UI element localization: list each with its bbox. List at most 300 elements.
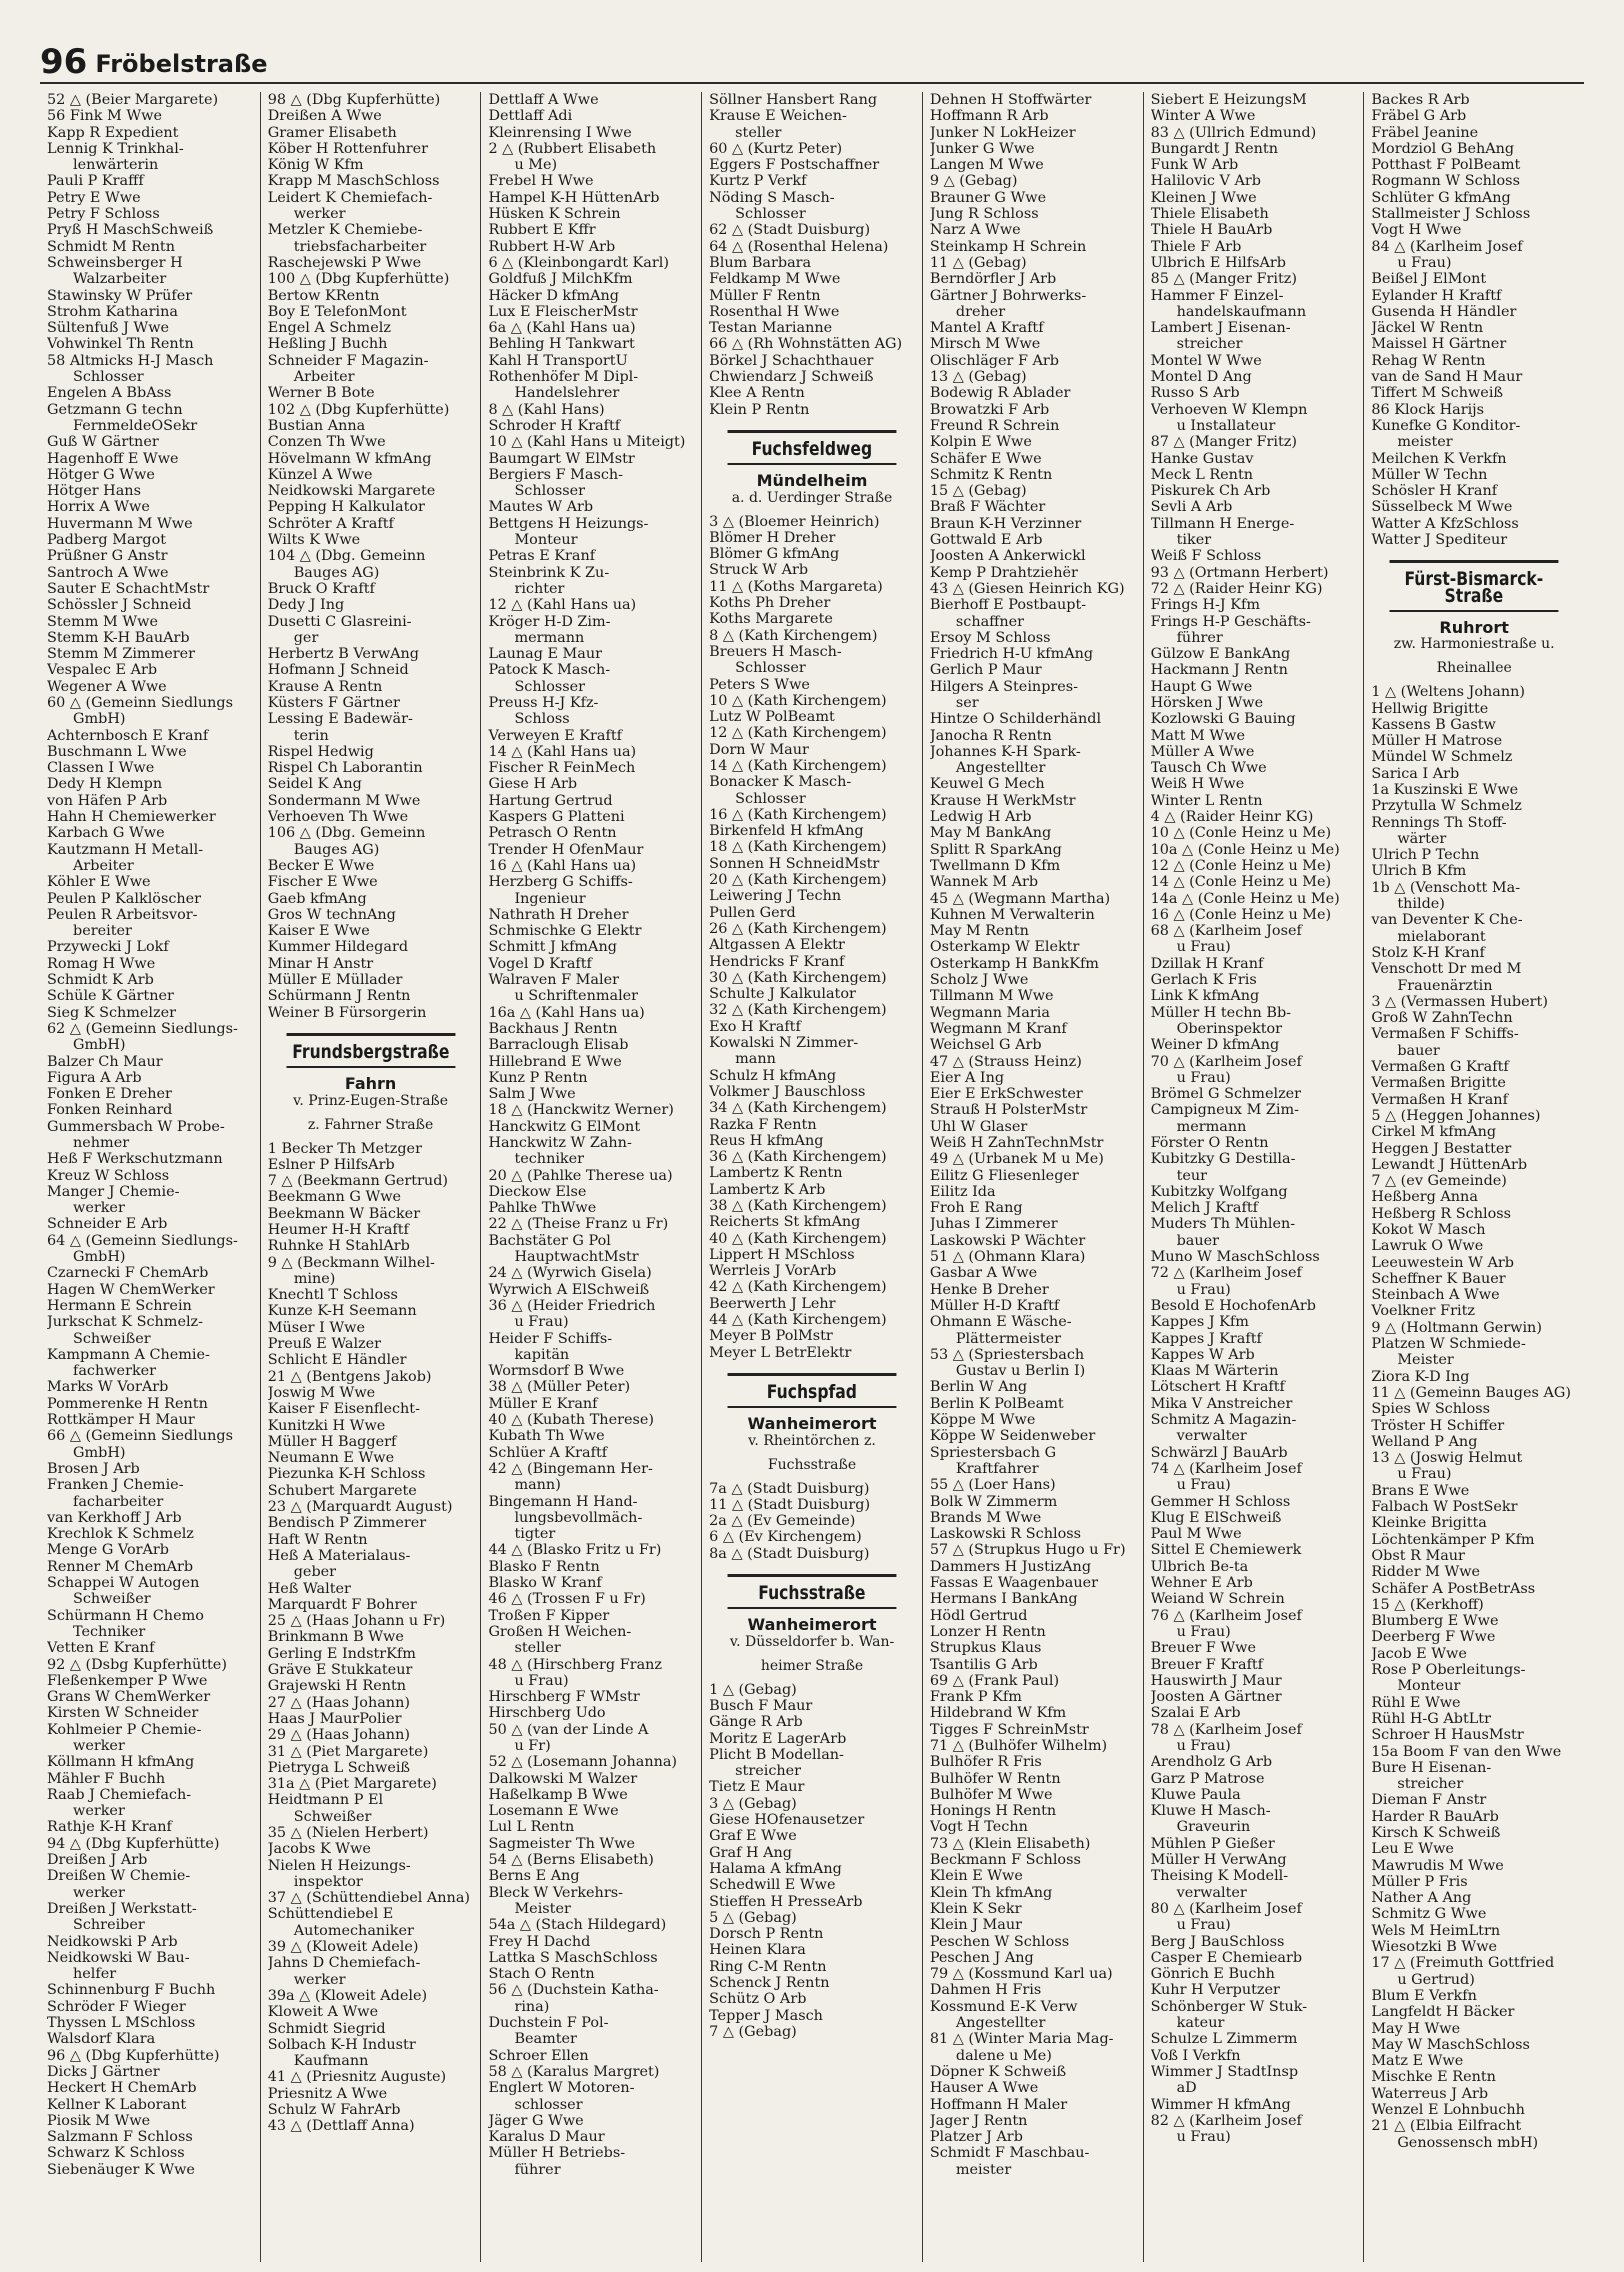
resident-entry: Schmitz G Wwe: [1371, 1906, 1487, 1923]
entry-continuation: steller: [735, 124, 782, 141]
house-entry: 43 △ (Dettlaff Anna): [267, 2118, 415, 2135]
resident-entry: Werrleis J VorArb: [709, 1263, 837, 1280]
entry-continuation: wärter: [1397, 830, 1447, 847]
resident-entry: Gasbar A Wwe: [929, 1265, 1038, 1282]
resident-entry: Sondermann M Wwe: [267, 792, 421, 809]
entry-continuation: Schlosser: [514, 678, 586, 695]
directory-columns: [40, 92, 1584, 2262]
entry-continuation: u Frau): [1176, 1623, 1231, 1640]
resident-entry: Waterreus J Arb: [1371, 2085, 1489, 2102]
entry-continuation: ser: [955, 694, 979, 711]
resident-entry: Schappei W Autogen: [47, 1575, 200, 1592]
resident-entry: Stawinsky W Prüfer: [47, 287, 193, 304]
house-entry: 52 △ (Beier Margarete): [47, 92, 219, 108]
resident-entry: Klee A Rentn: [709, 385, 805, 402]
resident-entry: Steinbrink K Zu-: [488, 564, 610, 581]
resident-entry: May W MaschSchloss: [1371, 2036, 1530, 2053]
resident-entry: Kossmund E-K Verw: [929, 1998, 1078, 2015]
resident-entry: Frank P Kfm: [929, 1689, 1022, 1706]
resident-entry: Meck L Rentn: [1150, 466, 1254, 483]
resident-entry: Goldfuß J MilchKfm: [488, 271, 633, 288]
resident-entry: Ulrich P Techn: [1371, 847, 1480, 864]
resident-entry: Getzmann G techn: [47, 401, 183, 418]
resident-entry: Hövelmann W kfmAng: [267, 450, 432, 467]
house-entry: 64 △ (Gemeinn Siedlungs-: [47, 1232, 238, 1249]
house-entry: 38 △ (Kath Kirchengem): [709, 1198, 887, 1214]
resident-entry: Grajewski H Rentn: [267, 1678, 407, 1695]
resident-entry: Groß W ZahnTechn: [1371, 1010, 1513, 1027]
entry-continuation: Automechaniker: [293, 1922, 414, 1939]
resident-entry: Rathje K-H Kranf: [47, 1819, 172, 1836]
resident-entry: Herbertz B VerwAng: [267, 646, 420, 663]
resident-entry: Hirschberg F WMstr: [488, 1689, 640, 1706]
house-entry: 11 △ (Gebag): [929, 254, 1027, 271]
resident-entry: Häcker D kfmAng: [488, 287, 619, 304]
house-entry: 50 △ (van der Linde A: [488, 1721, 649, 1738]
resident-entry: Küsters F Gärtner: [267, 694, 400, 711]
resident-entry: Graf E Wwe: [709, 1828, 797, 1845]
resident-entry: Tausch Ch Wwe: [1150, 760, 1267, 777]
house-entry: 1 △ (Gebag): [709, 1681, 797, 1698]
resident-entry: Link K kfmAng: [1150, 988, 1260, 1005]
resident-entry: Neidkowski P Arb: [47, 1933, 178, 1950]
resident-entry: Lonzer H Rentn: [929, 1623, 1046, 1640]
resident-entry: Hirschberg Udo: [488, 1705, 606, 1722]
resident-entry: Hellwig Brigitte: [1371, 700, 1489, 717]
house-entry: 16 △ (Kahl Hans ua): [488, 857, 637, 874]
house-entry: 60 △ (Kurtz Peter): [709, 140, 843, 157]
resident-entry: Schedwill E Wwe: [709, 1877, 836, 1894]
resident-entry: Arendholz G Arb: [1150, 1754, 1273, 1771]
resident-entry: Hoffmann R Arb: [929, 108, 1049, 125]
entry-continuation: Kaufmann: [293, 2053, 369, 2070]
resident-entry: Spriestersbach G: [929, 1444, 1057, 1461]
house-entry: 74 △ (Karlheim Josef: [1150, 1460, 1302, 1477]
resident-entry: Behling H Tankwart: [488, 336, 635, 353]
resident-entry: Laskowski R Schloss: [929, 1526, 1082, 1543]
resident-entry: Schlicht E Händler: [267, 1352, 407, 1369]
page-header: [40, 38, 1584, 84]
resident-entry: May M Rentn: [929, 923, 1029, 940]
resident-entry: Dedy H Klempn: [47, 776, 163, 793]
entry-continuation: helfer: [73, 1966, 117, 1983]
resident-entry: Johannes K-H Spark-: [929, 743, 1081, 760]
resident-entry: Kreuz W Schloss: [47, 1167, 170, 1184]
resident-entry: Kemp P Drahtziehër: [929, 564, 1078, 581]
resident-entry: Söllner Hansbert Rang: [709, 92, 878, 108]
entry-continuation: Schlosser: [73, 369, 144, 386]
resident-entry: Dettlaff Adi: [488, 108, 573, 125]
resident-entry: Petry F Schloss: [47, 206, 160, 223]
resident-entry: Buschmann L Wwe: [47, 743, 187, 760]
resident-entry: Kolpin E Wwe: [929, 434, 1032, 451]
resident-entry: Backes R Arb: [1371, 92, 1470, 108]
house-entry: 69 △ (Frank Paul): [929, 1672, 1060, 1689]
resident-entry: Kummer Hildegard: [267, 939, 409, 956]
house-entry: 55 △ (Loer Hans): [929, 1477, 1056, 1494]
house-entry: 40 △ (Kath Kirchengem): [709, 1230, 887, 1247]
house-entry: 73 △ (Klein Elisabeth): [929, 1835, 1091, 1852]
entry-continuation: Meister: [1397, 1352, 1454, 1369]
house-entry: 71 △ (Bulhöfer Wilhelm): [929, 1737, 1108, 1754]
resident-entry: Schweinsberger H: [47, 254, 183, 271]
resident-entry: Blasko F Rentn: [488, 1558, 600, 1575]
resident-entry: Weiner D kfmAng: [1150, 1037, 1280, 1054]
resident-entry: Kuhnen M Verwalterin: [929, 906, 1095, 923]
house-entry: 37 △ (Schüttendiebel Anna): [267, 1890, 471, 1907]
entry-continuation: u Frau): [1176, 1069, 1231, 1086]
resident-entry: Dreißen J Werkstatt-: [47, 1900, 197, 1917]
resident-entry: Mischke E Rentn: [1371, 2069, 1496, 2086]
resident-entry: Lewandt J HüttenArb: [1371, 1156, 1528, 1173]
resident-entry: Beekmann W Bäcker: [267, 1205, 421, 1222]
house-entry: 8a △ (Stadt Duisburg): [709, 1545, 870, 1562]
resident-entry: Peters S Wwe: [709, 676, 810, 693]
house-entry: 43 △ (Giesen Heinrich KG): [929, 580, 1125, 597]
street-range: z. Fahrner Straße: [307, 1116, 434, 1133]
house-entry: 14 △ (Kath Kirchengem): [709, 757, 887, 774]
street-heading: Fürst-Bismarck-Straße: [1390, 560, 1559, 612]
resident-entry: Dieckow Else: [488, 1183, 587, 1200]
entry-continuation: dalene u Me): [955, 2047, 1052, 2064]
resident-entry: Horrix A Wwe: [47, 499, 150, 516]
resident-entry: Bingemann H Hand-: [488, 1493, 638, 1510]
page-number: 96: [40, 42, 88, 82]
resident-entry: Englert W Motoren-: [488, 2080, 635, 2097]
resident-entry: Frey H Dachd: [488, 1933, 591, 1950]
resident-entry: Duchstein F Pol-: [488, 2015, 609, 2032]
resident-entry: Stach O Rentn: [488, 1966, 595, 1983]
resident-entry: Vermaßen H Kranf: [1371, 1091, 1508, 1108]
house-entry: 7 △ (ev Gemeinde): [1371, 1173, 1507, 1190]
resident-entry: Schössler J Schneid: [47, 597, 192, 614]
house-entry: 1a Kuszinski E Wwe: [1371, 781, 1519, 798]
entry-continuation: tiker: [1176, 532, 1212, 549]
resident-entry: Bolk W Zimmerm: [929, 1493, 1058, 1510]
house-entry: 31a △ (Piet Margarete): [267, 1776, 437, 1793]
resident-entry: Deerberg F Wwe: [1371, 1629, 1496, 1646]
resident-entry: Moritz E LagerArb: [709, 1730, 847, 1747]
house-entry: 56 △ (Duchstein Katha-: [488, 1982, 659, 1999]
resident-entry: Leu E Wwe: [1371, 1841, 1454, 1858]
resident-entry: Peulen P Kalklöscher: [47, 890, 202, 907]
directory-column-5: [923, 92, 1144, 2262]
resident-entry: Dahmen H Fris: [929, 1982, 1042, 1999]
entry-continuation: Graveurin: [1176, 1819, 1251, 1836]
resident-entry: Großen H Weichen-: [488, 1623, 632, 1640]
resident-entry: Blömer G kfmAng: [709, 546, 840, 563]
entry-continuation: schlosser: [514, 2096, 583, 2113]
house-entry: 82 △ (Karlheim Josef: [1150, 2112, 1302, 2129]
entry-continuation: bauer: [1176, 1232, 1220, 1249]
resident-entry: Struck W Arb: [709, 562, 809, 579]
resident-entry: Pepping H Kalkulator: [267, 499, 425, 516]
resident-entry: Hermann E Schrein: [47, 1297, 192, 1314]
resident-entry: Schmitz A Magazin-: [1150, 1412, 1297, 1429]
resident-entry: Pietryga L Schweiß: [267, 1759, 411, 1776]
street-heading: Fuchspfad: [728, 1373, 897, 1408]
house-entry: 83 △ (Ullrich Edmund): [1150, 124, 1317, 141]
resident-entry: Bachstäter G Pol: [488, 1232, 611, 1249]
house-entry: 102 △ (Dbg Kupferhütte): [267, 401, 450, 418]
resident-entry: Fassas E Waagenbauer: [929, 1575, 1099, 1592]
resident-entry: Hofmann J Schneid: [267, 662, 409, 679]
resident-entry: Fleßenkemper P Wwe: [47, 1672, 208, 1689]
entry-continuation: mermann: [514, 629, 585, 646]
resident-entry: Leidert K Chemiefach-: [267, 189, 433, 206]
resident-entry: Montel W Wwe: [1150, 352, 1262, 369]
resident-entry: Brinkmann B Wwe: [267, 1629, 404, 1646]
house-entry: 13 △ (Gebag): [929, 369, 1027, 386]
resident-entry: Börkel J Schachthauer: [709, 352, 874, 369]
resident-entry: Wilts K Wwe: [267, 532, 361, 549]
house-entry: 14a △ (Conle Heinz u Me): [1150, 890, 1340, 907]
resident-entry: Langfeldt H Bäcker: [1371, 2004, 1515, 2021]
house-entry: 48 △ (Hirschberg Franz: [488, 1656, 663, 1673]
entry-continuation: rina): [514, 1998, 550, 2015]
resident-entry: Steinkamp H Schrein: [929, 238, 1087, 255]
resident-entry: Sevli A Arb: [1150, 499, 1233, 516]
resident-entry: Pryß H MaschSchweiß: [47, 222, 214, 239]
street-range: Fuchsstraße: [767, 1456, 857, 1473]
resident-entry: Blum Barbara: [709, 254, 812, 271]
resident-entry: van Deventer K Che-: [1371, 912, 1523, 929]
resident-entry: Hermans I BankAng: [929, 1591, 1078, 1608]
resident-entry: Raab J Chemiefach-: [47, 1786, 192, 1803]
resident-entry: Brauner G Wwe: [929, 189, 1047, 206]
resident-entry: Krechlok K Schmelz: [47, 1526, 194, 1543]
house-entry: 58 △ (Karalus Margret): [488, 2063, 660, 2080]
house-entry: 14 △ (Kahl Hans ua): [488, 743, 637, 760]
entry-continuation: Beamter: [514, 2031, 577, 2048]
resident-entry: Jager J Rentn: [929, 2112, 1028, 2129]
resident-entry: Wimmer H kfmAng: [1150, 2096, 1291, 2113]
resident-entry: Blum E Verkfn: [1371, 1987, 1477, 2004]
house-entry: 23 △ (Marquardt August): [267, 1499, 453, 1516]
entry-continuation: mielaborant: [1397, 928, 1486, 945]
resident-entry: Kowalski N Zimmer-: [709, 1035, 859, 1052]
resident-entry: Stallmeister J Schloss: [1371, 206, 1531, 223]
resident-entry: Schmidt Siegrid: [267, 2020, 386, 2037]
entry-continuation: streicher: [1176, 336, 1243, 353]
resident-entry: Schroder H Kraftf: [488, 417, 621, 434]
entry-continuation: thilde): [1397, 896, 1445, 913]
resident-entry: Gönrich E Buchh: [1150, 1966, 1275, 1983]
resident-entry: Garz P Matrose: [1150, 1770, 1265, 1787]
house-entry: 66 △ (Gemeinn Siedlungs: [47, 1428, 233, 1445]
resident-entry: Gerlach K Fris: [1150, 972, 1257, 989]
entry-continuation: u Frau): [1176, 939, 1231, 956]
entry-continuation: u Gertrud): [1397, 1971, 1475, 1988]
house-entry: 1b △ (Venschott Ma-: [1371, 879, 1521, 896]
resident-entry: Schneider F Magazin-: [267, 352, 429, 369]
entry-continuation: kapitän: [514, 1346, 570, 1363]
house-entry: 70 △ (Karlheim Josef: [1150, 1053, 1302, 1070]
resident-entry: Berns E Ang: [488, 1868, 580, 1885]
resident-entry: Schütz O Arb: [709, 1991, 807, 2008]
resident-entry: Beekmann G Wwe: [267, 1189, 402, 1206]
resident-entry: Bleck W Verkehrs-: [488, 1884, 623, 1901]
resident-entry: Vohwinkel Th Rentn: [47, 336, 194, 353]
resident-entry: Tiffert M Schweiß: [1371, 385, 1504, 402]
house-entry: 54 △ (Berns Elisabeth): [488, 1852, 654, 1869]
entry-continuation: Walzarbeiter: [73, 271, 167, 288]
house-entry: 14 △ (Conle Heinz u Me): [1150, 874, 1332, 891]
resident-entry: Peschen W Schloss: [929, 1933, 1070, 1950]
resident-entry: Lul L Rentn: [488, 1819, 575, 1836]
resident-entry: Brands M Wwe: [929, 1509, 1042, 1526]
resident-entry: Krause A Rentn: [267, 678, 383, 695]
entry-continuation: Arbeiter: [293, 369, 355, 386]
resident-entry: Nielen H Heizungs-: [267, 1857, 411, 1874]
resident-entry: Krapp M MaschSchloss: [267, 173, 440, 190]
resident-entry: Figura A Arb: [47, 1069, 142, 1086]
resident-entry: Scholz J Wwe: [929, 972, 1029, 989]
resident-entry: Welland P Ang: [1371, 1433, 1478, 1450]
resident-entry: Herzberg G Schiffs-: [488, 874, 633, 891]
resident-entry: Schenck J Rentn: [709, 1974, 830, 1991]
resident-entry: Kapp R Expedient: [47, 124, 179, 141]
resident-entry: Falbach W PostSekr: [1371, 1499, 1518, 1516]
resident-entry: Eggers F Postschaffner: [709, 157, 880, 174]
resident-entry: Kassens B Gastw: [1371, 716, 1496, 733]
resident-entry: Kozlowski G Bauing: [1150, 711, 1296, 728]
entry-continuation: u Frau): [514, 1314, 569, 1331]
resident-entry: Grans W ChemWerker: [47, 1689, 211, 1706]
resident-entry: Exo H Kraftf: [709, 1018, 801, 1035]
resident-entry: Friedrich H-U kfmAng: [929, 646, 1094, 663]
house-entry: 7 △ (Gebag): [709, 2023, 797, 2040]
house-entry: 9 △ (Beckmann Wilhel-: [267, 1254, 435, 1271]
resident-entry: Manger J Chemie-: [47, 1183, 180, 1200]
house-entry: 34 △ (Kath Kirchengem): [709, 1100, 887, 1117]
entry-continuation: streicher: [735, 1763, 802, 1780]
resident-entry: Engel A Schmelz: [267, 320, 391, 337]
resident-entry: Neidkowski W Bau-: [47, 1949, 190, 1966]
resident-entry: Heckert H ChemArb: [47, 2080, 197, 2097]
resident-entry: Bergiers F Masch-: [488, 466, 624, 483]
resident-entry: Rennings Th Stoff-: [1371, 814, 1507, 831]
resident-entry: Thyssen L MSchloss: [47, 2015, 196, 2032]
entry-continuation: Frauenärztin: [1397, 977, 1493, 994]
resident-entry: Gärtner J Bohrwerks-: [929, 287, 1087, 304]
resident-entry: Platzen W Schmiede-: [1371, 1336, 1526, 1353]
resident-entry: Trender H OfenMaur: [488, 841, 644, 858]
resident-entry: Tietz E Maur: [709, 1779, 805, 1796]
entry-continuation: mann): [514, 1477, 561, 1494]
resident-entry: Gummersbach W Probe-: [47, 1118, 225, 1135]
resident-entry: Petras E Kranf: [488, 548, 596, 565]
house-entry: 32 △ (Kath Kirchengem): [709, 1002, 887, 1019]
resident-entry: Renner M ChemArb: [47, 1558, 194, 1575]
resident-entry: Müller H VerwAng: [1150, 1852, 1287, 1869]
house-entry: 42 △ (Kath Kirchengem): [709, 1279, 887, 1296]
resident-entry: Ohmann E Wäsche-: [929, 1314, 1072, 1331]
house-entry: 8 △ (Kath Kirchengem): [709, 627, 878, 644]
district-name: Wanheimerort: [747, 1615, 877, 1635]
resident-entry: Schlüer A Kraftf: [488, 1444, 608, 1461]
resident-entry: Klug E ElSchweiß: [1150, 1509, 1282, 1526]
house-entry: 72 △ (Karlheim Josef: [1150, 1265, 1302, 1282]
resident-entry: Becker E Wwe: [267, 857, 375, 874]
resident-entry: Wannek M Arb: [929, 874, 1039, 891]
resident-entry: Bertow KRentn: [267, 287, 380, 304]
resident-entry: Walsdorf Klara: [47, 2031, 156, 2048]
resident-entry: Müller W Techn: [1371, 466, 1488, 483]
resident-entry: Braun K-H Verzinner: [929, 515, 1082, 532]
resident-entry: Hillebrand E Wwe: [488, 1053, 622, 1070]
resident-entry: Ridder M Wwe: [1371, 1564, 1481, 1581]
resident-entry: Rosenthal H Wwe: [709, 303, 840, 320]
house-entry: 51 △ (Ohmann Klara): [929, 1249, 1086, 1266]
resident-entry: Leiwering J Techn: [709, 888, 842, 905]
resident-entry: Eslner P HilfsArb: [267, 1156, 395, 1173]
entry-continuation: u Frau): [514, 1672, 569, 1689]
resident-entry: Schmidt F Maschbau-: [929, 2145, 1090, 2162]
resident-entry: Verhoeven Th Wwe: [267, 809, 409, 826]
resident-entry: Vetten E Kranf: [47, 1640, 155, 1657]
resident-entry: Kappes J Kfm: [1150, 1314, 1249, 1331]
resident-entry: Wegener A Wwe: [47, 678, 167, 695]
entry-continuation: Bauges AG): [293, 564, 380, 581]
house-entry: 25 △ (Haas Johann u Fr): [267, 1613, 446, 1630]
resident-entry: Thiele Elisabeth: [1150, 206, 1269, 223]
house-entry: 66 △ (Rh Wohnstätten AG): [709, 336, 903, 353]
entry-continuation: Techniker: [73, 1623, 146, 1640]
resident-entry: Bure H Eisenan-: [1371, 1759, 1492, 1776]
resident-entry: Hauswirth J Maur: [1150, 1672, 1282, 1689]
resident-entry: Gülzow E BankAng: [1150, 646, 1291, 663]
resident-entry: Matt M Wwe: [1150, 727, 1245, 744]
resident-entry: Fräbel Jeanine: [1371, 124, 1479, 141]
resident-entry: May M BankAng: [929, 825, 1052, 842]
resident-entry: Verweyen E Kraftf: [488, 727, 622, 744]
resident-entry: Petry E Wwe: [47, 189, 141, 206]
resident-entry: Ulbrich Be-ta: [1150, 1558, 1249, 1575]
resident-entry: van de Sand H Maur: [1371, 369, 1523, 386]
resident-entry: Schinnenburg F Buchh: [47, 1982, 216, 1999]
house-entry: 62 △ (Gemeinn Siedlungs-: [47, 1020, 238, 1037]
resident-entry: Strohm Katharina: [47, 303, 178, 320]
house-entry: 15 △ (Kerkhoff): [1371, 1596, 1484, 1613]
entry-continuation: Gustav u Berlin I): [955, 1363, 1086, 1380]
house-entry: 8 △ (Kahl Hans): [488, 401, 605, 418]
entry-continuation: u Frau): [1397, 1466, 1452, 1483]
resident-entry: Joswig M Wwe: [267, 1384, 376, 1401]
resident-entry: Karbach G Wwe: [47, 825, 165, 842]
resident-entry: Kaiser E Wwe: [267, 923, 370, 940]
house-entry: 38 △ (Müller Peter): [488, 1379, 631, 1396]
resident-entry: Schroer H HausMstr: [1371, 1727, 1524, 1744]
resident-entry: Osterkamp H BankKfm: [929, 955, 1099, 972]
house-entry: 15a Boom F van den Wwe: [1371, 1743, 1562, 1760]
resident-entry: Bungardt J Rentn: [1150, 140, 1278, 157]
resident-entry: Seidel K Ang: [267, 776, 362, 793]
resident-entry: Fräbel G Arb: [1371, 108, 1467, 125]
entry-continuation: dreher: [955, 303, 1006, 320]
resident-entry: König W Kfm: [267, 157, 364, 174]
resident-entry: Tillmann H Energe-: [1150, 515, 1295, 532]
resident-entry: Czarnecki F ChemArb: [47, 1265, 209, 1282]
resident-entry: Priesnitz A Wwe: [267, 2085, 388, 2102]
resident-entry: Bruck O Kraftf: [267, 580, 375, 597]
resident-entry: Halilovic V Arb: [1150, 173, 1262, 190]
entry-continuation: Oberinspektor: [1176, 1020, 1283, 1037]
resident-entry: Splitt R SparkAng: [929, 841, 1062, 858]
entry-continuation: GmbH): [73, 711, 126, 728]
resident-entry: Süsselbeck M Wwe: [1371, 499, 1513, 516]
resident-entry: Kaspers G Platteni: [488, 809, 625, 826]
